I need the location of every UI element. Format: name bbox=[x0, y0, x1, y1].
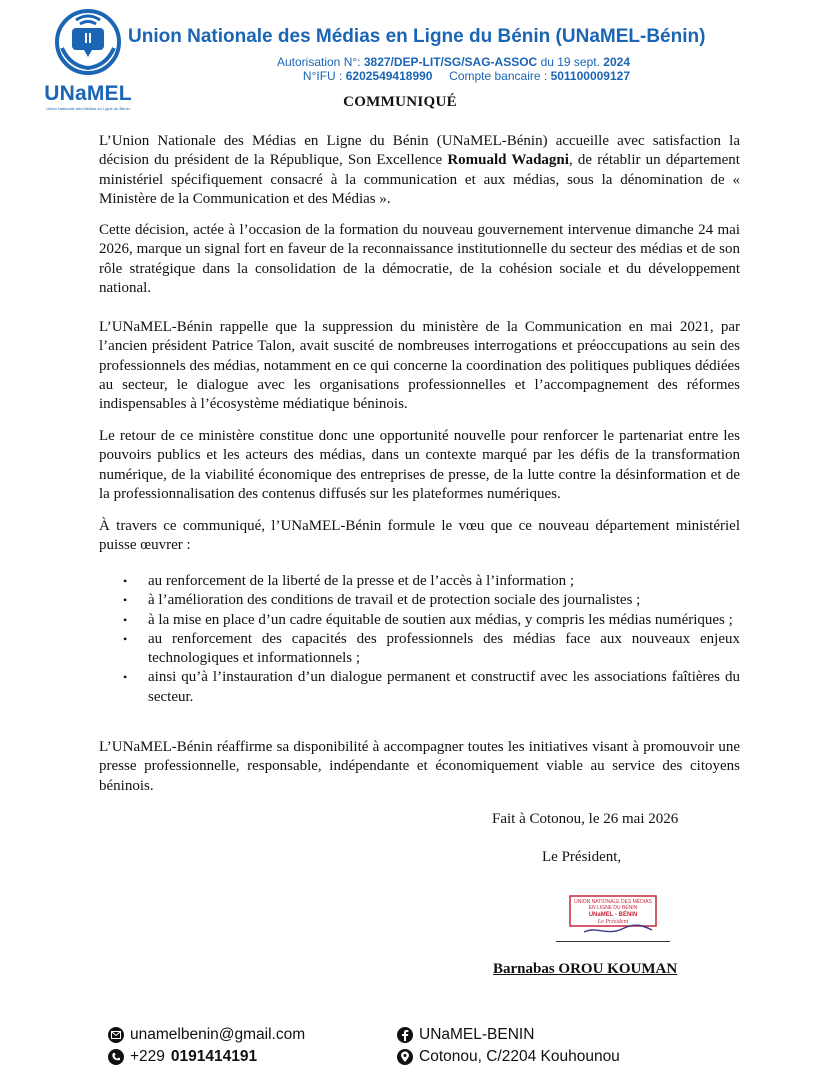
paragraph-5: À travers ce communiqué, l’UNaMEL-Bénin formule le vœu que ce nouveau département ministériel puisse œuvrer : bbox=[99, 518, 740, 554]
list-item bbox=[99, 630, 740, 669]
authorisation-label: Autorisation N°: bbox=[276, 55, 361, 69]
footer-facebook[interactable] bbox=[397, 1025, 534, 1045]
stamp-line-3: UNaMEL - BÉNIN bbox=[588, 912, 638, 918]
address-text: Cotonou, C/2204 Kouhounou bbox=[419, 1048, 620, 1065]
bullet-icon: • bbox=[123, 612, 128, 627]
president-label: Le Président, bbox=[542, 849, 622, 865]
footer-email[interactable] bbox=[108, 1025, 305, 1045]
paragraph-3: L’UNaMEL-Bénin rappelle que la suppression du ministère de la Communication en mai 2021, par l’ancien président Patrice Talon, avait suscité de nombreuses interrogations et préoccupations au sein des professionnels des médias, notamment en ce qui concerne la coordination des politiques publiques dédiées au secteur, le dialogue avec les organisations professionnelles et l’accompagnement des réformes indispensables à l’écosystème médiatique béninois. bbox=[99, 319, 740, 413]
phone-prefix: +229 bbox=[130, 1048, 165, 1065]
facebook-text: UNaMEL-BENIN bbox=[419, 1026, 535, 1043]
paragraph-2: Cette décision, actée à l’occasion de la formation du nouveau gouvernement intervenue dimanche 24 mai 2026, marque un signal fort en faveur de la reconnaissance institutionnelle du secteur des médias et de son rôle stratégique dans la consolidation de la démocratie, de la cohésion sociale et du développement national. bbox=[99, 222, 740, 296]
logo-emblem-icon bbox=[54, 8, 122, 80]
bullet-icon: • bbox=[123, 574, 128, 588]
list-item-text: au renforcement des capacités des professionnels des médias face aux nouveaux enjeux technologiques et informationnels ; bbox=[148, 630, 740, 667]
ifu-number: 6202549418990 bbox=[345, 69, 433, 83]
list-item bbox=[99, 611, 740, 630]
ifu-bank-line bbox=[230, 69, 630, 83]
authorisation-date: du 19 sept. bbox=[540, 55, 600, 69]
organization-name: Union Nationale des Médias en Ligne du Bénin (UNaMEL-Bénin) bbox=[128, 26, 706, 47]
paragraph-1-start: L’Union Nationale des Médias en Ligne du Bénin (UNaMEL-Bénin) accueille avec satisfaction la décision du président de la République, Son Excellence bbox=[99, 133, 740, 169]
signature-line bbox=[556, 941, 670, 942]
stamp-line-4: Le Président bbox=[597, 919, 629, 925]
bank-number: 501100009127 bbox=[550, 69, 630, 83]
signer-name: Barnabas OROU KOUMAN bbox=[493, 961, 678, 977]
email-text: unamelbenin@gmail.com bbox=[130, 1026, 306, 1043]
place-date: Fait à Cotonou, le 26 mai 2026 bbox=[492, 811, 679, 827]
bullet-icon: • bbox=[123, 593, 128, 608]
bullet-icon: • bbox=[123, 670, 128, 685]
footer-phone[interactable] bbox=[108, 1047, 257, 1067]
email-icon bbox=[108, 1027, 124, 1043]
ifu-label: N°IFU : bbox=[302, 69, 343, 83]
list-item bbox=[99, 591, 740, 610]
list-item-text: à la mise en place d’un cadre équitable de soutien aux médias, y compris les médias numériques ; bbox=[148, 611, 733, 628]
location-icon bbox=[397, 1049, 413, 1065]
facebook-icon bbox=[397, 1027, 413, 1043]
logo-wordmark: UNaMEL bbox=[44, 82, 132, 105]
paragraph-6: L’UNaMEL-Bénin réaffirme sa disponibilité à accompagner toutes les initiatives visant à promouvoir une presse professionnelle, responsable, indépendante et économiquement viable au service des citoyens béninois. bbox=[99, 739, 740, 794]
logo-tagline: Union Nationale des Médias en Ligne du Bénin bbox=[46, 106, 130, 111]
paragraph-1-end: , de rétablir un département ministériel spécifiquement consacré à la communication et aux médias, sous la dénomination de « Ministère de la Communication et des Médias ». bbox=[99, 152, 740, 207]
bullet-icon: • bbox=[123, 631, 128, 646]
stamp-line-1: UNION NATIONALE DES MÉDIAS bbox=[574, 899, 652, 905]
list-item bbox=[99, 572, 740, 591]
paragraph-4: Le retour de ce ministère constitue donc une opportunité nouvelle pour renforcer le partenariat entre les pouvoirs publics et les acteurs des médias, dans un contexte marqué par les défis de la transformation numérique, de la viabilité économique des entreprises de presse, de la lutte contre la désinformation et de la professionnalisation des contenus diffusés sur les plateformes numériques. bbox=[99, 428, 740, 502]
authorisation-line bbox=[230, 55, 630, 69]
list-item-text: à l’amélioration des conditions de travail et de protection sociale des journalistes ; bbox=[148, 592, 641, 609]
list-item-text: au renforcement de la liberté de la presse et de l’accès à l’information ; bbox=[148, 573, 575, 589]
official-stamp bbox=[556, 886, 670, 942]
authorisation-year: 2024 bbox=[603, 55, 630, 69]
document-title: COMMUNIQUÉ bbox=[343, 94, 457, 110]
footer-address bbox=[397, 1047, 620, 1067]
wishes-list bbox=[99, 572, 740, 707]
president-name: Romuald Wadagni bbox=[447, 152, 569, 169]
bank-label: Compte bancaire : bbox=[449, 69, 548, 83]
list-item bbox=[99, 668, 740, 707]
list-item-text: ainsi qu’à l’instauration d’un dialogue permanent et constructif avec les associations faîtières du secteur. bbox=[148, 669, 740, 705]
authorisation-number: 3827/DEP-LIT/SG/SAG-ASSOC bbox=[363, 55, 538, 69]
phone-number: 0191414191 bbox=[170, 1048, 258, 1065]
stamp-line-2: EN LIGNE DU BÉNIN bbox=[588, 905, 638, 911]
paragraph-1 bbox=[99, 132, 740, 209]
phone-icon bbox=[108, 1049, 124, 1065]
unamel-logo bbox=[34, 8, 142, 111]
